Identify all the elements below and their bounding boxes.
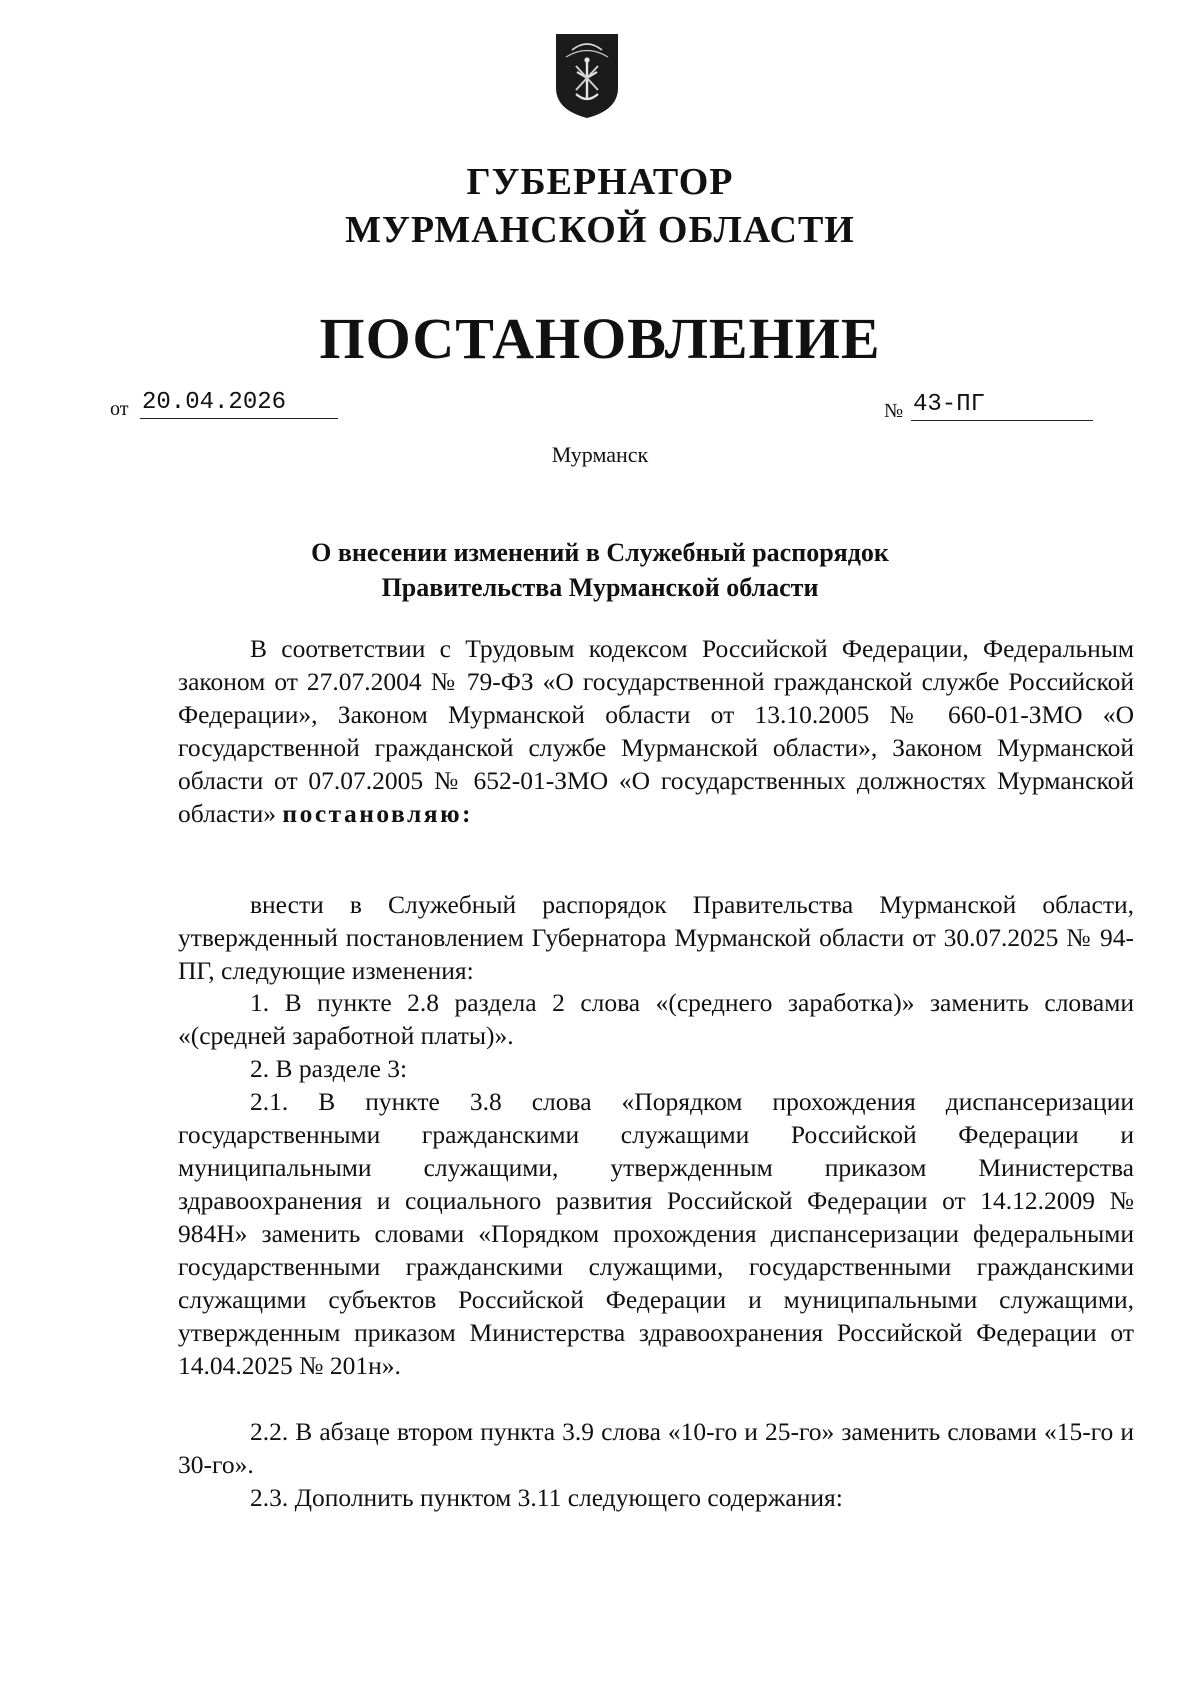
preamble-paragraph (178, 632, 1134, 830)
decree-word: постановляю: (282, 799, 474, 828)
item-2: 2. В разделе 3: (250, 1054, 408, 1083)
intro-paragraph: внести в Служебный распорядок Правительства Мурманской области, утвержденный постановлением Губернатора Мурманской области от 30.07.2025 № 94-ПГ, следующие изменения: (178, 890, 1134, 985)
date-value: 20.04.2026 (140, 388, 338, 419)
subject-line-1: О внесении изменений в Служебный распорядок (311, 538, 889, 567)
coat-of-arms-icon (552, 30, 622, 120)
preamble-text: В соответствии с Трудовым кодексом Российской Федерации, Федеральным законом от 27.07.2004 № 79-ФЗ «О государственной гражданской службе Российской Федерации», Законом Мурманской области от 13.10.2005 № 660-01-ЗМО «О государственной гражданской службе Мурманской области», Законом Мурманской области от 07.07.2005 № 652-01-ЗМО «О государственных должностях Мурманской области» (178, 634, 1134, 828)
number-label: № (884, 400, 904, 422)
date-label: от (110, 398, 129, 420)
issuer-title: ГУБЕРНАТОР (466, 161, 734, 203)
issuer-region: МУРМАНСКОЙ ОБЛАСТИ (345, 209, 855, 251)
item-2-3: 2.3. Дополнить пунктом 3.11 следующего содержания: (250, 1483, 843, 1512)
city: Мурманск (551, 442, 649, 467)
item-2-2: 2.2. В абзаце втором пункта 3.9 слова «10-го и 25-го» заменить словами «15-го и 30-го». (178, 1417, 1134, 1479)
number-value: 43-ПГ (911, 390, 1093, 421)
document-subject (0, 535, 1200, 605)
document-type: ПОСТАНОВЛЕНИЕ (319, 306, 881, 371)
item-1: 1. В пункте 2.8 раздела 2 слова «(среднего заработка)» заменить словами «(средней заработной платы)». (178, 988, 1134, 1050)
item-2-1: 2.1. В пункте 3.8 слова «Порядком прохождения диспансеризации государственными гражданскими служащими Российской Федерации и муниципальными служащими, утвержденным приказом Министерства здравоохранения и социального развития Российской Федерации от 14.12.2009 № 984Н» заменить словами «Порядком прохождения диспансеризации федеральными государственными гражданскими служащими, государственными гражданскими служащими субъектов Российской Федерации и муниципальными служащими, утвержденным приказом Министерства здравоохранения Российской Федерации от 14.04.2025 № 201н». (178, 1087, 1134, 1380)
subject-line-2: Правительства Мурманской области (381, 573, 819, 602)
